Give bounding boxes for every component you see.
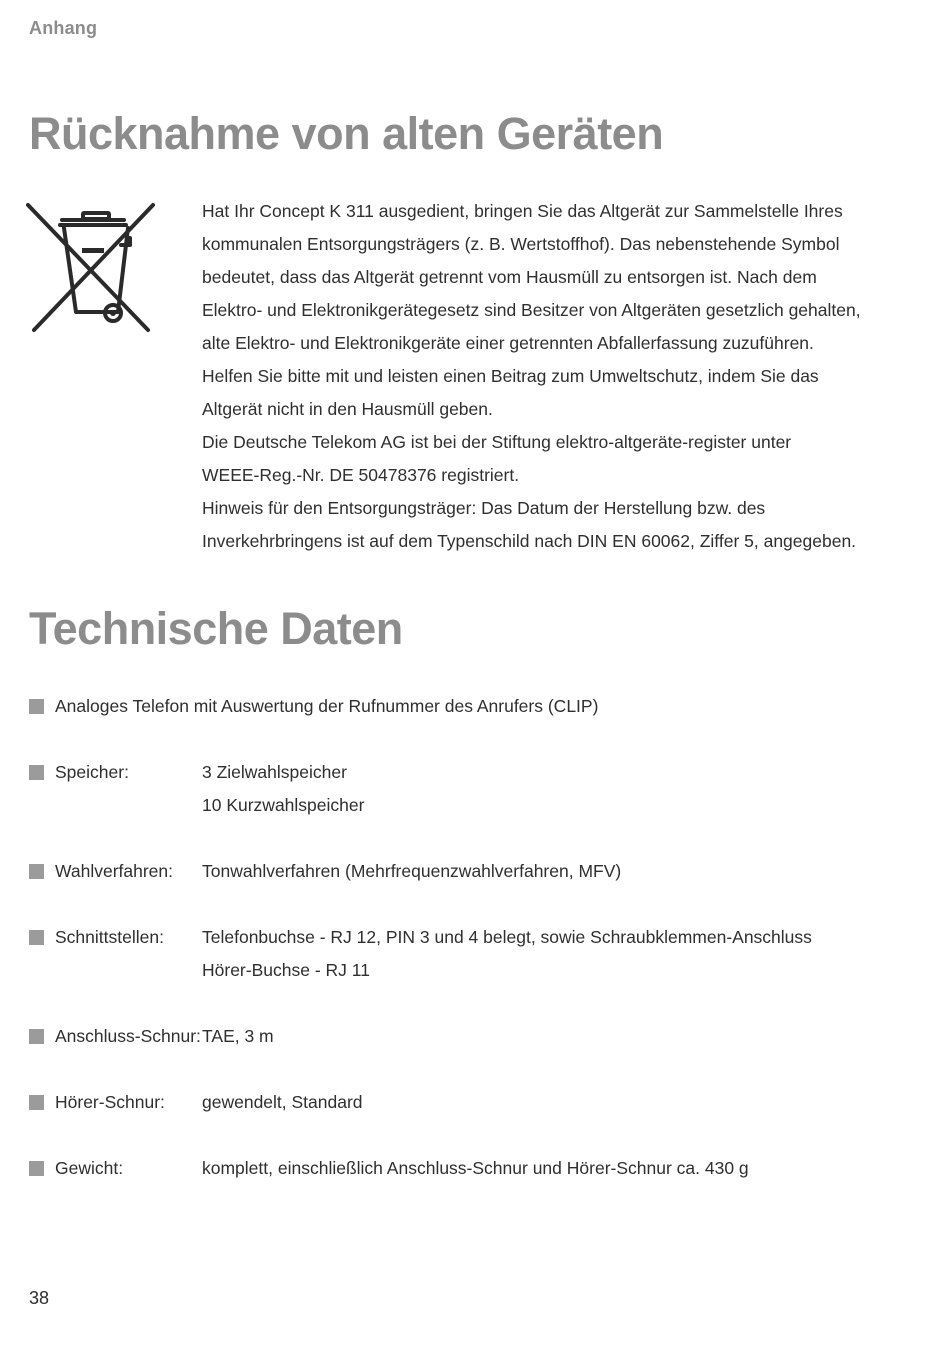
spec-label: Gewicht: (55, 1158, 124, 1178)
spec-label: Speicher: (55, 762, 129, 782)
disposal-text-line: kommunalen Entsorgungsträgers (z. B. Wertstoffhof). Das nebenstehende Symbol (202, 234, 840, 254)
page-number: 38 (29, 1288, 50, 1308)
disposal-text (202, 195, 902, 558)
bullet-square-icon (29, 930, 44, 945)
disposal-text-line: Helfen Sie bitte mit und leisten einen Beitrag zum Umweltschutz, indem Sie das (202, 366, 819, 386)
spec-value: Telefonbuchse - RJ 12, PIN 3 und 4 belegt, sowie Schraubklemmen-Anschluss (202, 927, 812, 947)
spec-value: Tonwahlverfahren (Mehrfrequenzwahlverfahren, MFV) (202, 861, 622, 881)
bullet-square-icon (29, 699, 44, 714)
disposal-text-line: bedeutet, dass das Altgerät getrennt vom Hausmüll zu entsorgen ist. Nach dem (202, 267, 817, 287)
bullet-square-icon (29, 1029, 44, 1044)
disposal-text-line: Elektro- und Elektronikgerätegesetz sind Besitzer von Altgeräten gesetzlich gehalten, (202, 300, 861, 320)
spec-value: Hörer-Buchse - RJ 11 (202, 960, 370, 980)
disposal-heading: Rücknahme von alten Geräten (29, 108, 664, 159)
spec-label: Anschluss-Schnur: (55, 1026, 201, 1046)
bullet-square-icon (29, 1161, 44, 1176)
spec-value: TAE, 3 m (202, 1026, 274, 1046)
bullet-square-icon (29, 1095, 44, 1110)
spec-value: gewendelt, Standard (202, 1092, 363, 1112)
disposal-text-line: WEEE-Reg.-Nr. DE 50478376 registriert. (202, 465, 520, 485)
disposal-text-line: Die Deutsche Telekom AG ist bei der Stiftung elektro-altgeräte-register unter (202, 432, 792, 452)
bullet-square-icon (29, 765, 44, 780)
crossed-out-wheelie-bin-icon (26, 200, 156, 335)
disposal-text-line: alte Elektro- und Elektronikgeräte einer getrennten Abfallerfassung zuzuführen. (202, 333, 814, 353)
disposal-text-line: Hat Ihr Concept K 311 ausgedient, bringen Sie das Altgerät zur Sammelstelle Ihres (202, 201, 843, 221)
spec-label: Analoges Telefon mit Auswertung der Rufnummer des Anrufers (CLIP) (55, 696, 599, 716)
spec-value: 10 Kurzwahlspeicher (202, 795, 365, 815)
bullet-square-icon (29, 864, 44, 879)
disposal-text-line: Altgerät nicht in den Hausmüll geben. (202, 399, 493, 419)
spec-label: Hörer-Schnur: (55, 1092, 165, 1112)
disposal-text-line: Inverkehrbringens ist auf dem Typenschild nach DIN EN 60062, Ziffer 5, angegeben. (202, 531, 857, 551)
spec-value: 3 Zielwahlspeicher (202, 762, 347, 782)
disposal-text-line: Hinweis für den Entsorgungsträger: Das Datum der Herstellung bzw. des (202, 498, 766, 518)
spec-label: Wahlverfahren: (55, 861, 174, 881)
spec-label: Schnittstellen: (55, 927, 164, 947)
specs-heading: Technische Daten (29, 603, 403, 654)
spec-value: komplett, einschließlich Anschluss-Schnur und Hörer-Schnur ca. 430 g (202, 1158, 749, 1178)
section-label: Anhang (29, 18, 98, 38)
